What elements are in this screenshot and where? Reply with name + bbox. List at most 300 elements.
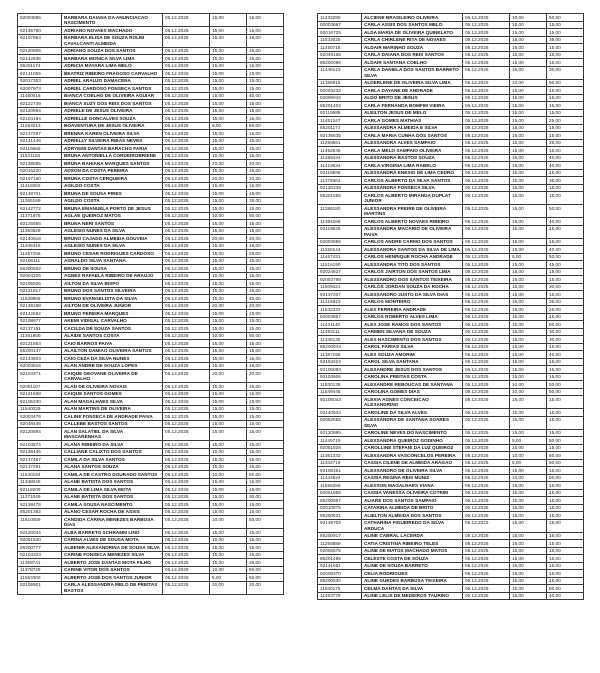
value-1-cell: 15,00 (210, 529, 247, 537)
payment-date-cell: 05.12.2025 (163, 137, 210, 145)
value-1-cell: 15,00 (510, 102, 547, 110)
person-name-cell: CARLOS JAIRTON DOS SANTOS LIMA (362, 268, 463, 276)
value-1-cell: 15,00 (510, 283, 547, 291)
person-id-cell: 11555259 (318, 482, 362, 490)
payment-date-cell: 05.12.2025 (463, 21, 510, 29)
payment-date-cell: 05.12.2025 (163, 77, 210, 85)
payment-date-cell: 05.12.2025 (463, 547, 510, 555)
person-id-cell: 92051658 (318, 489, 362, 497)
table-row (318, 268, 584, 276)
table-row (318, 21, 584, 29)
table-row (18, 370, 284, 383)
value-2-cell: 15,00 (247, 115, 284, 123)
payment-date-cell: 05.12.2025 (463, 261, 510, 269)
value-1-cell: 15,00 (210, 197, 247, 205)
value-1-cell: 15,00 (210, 347, 247, 355)
value-2-cell: 40,00 (547, 218, 584, 226)
table-row (18, 47, 284, 55)
payment-date-cell: 05.12.2025 (163, 471, 210, 479)
value-1-cell: 10,00 (510, 474, 547, 482)
person-name-cell: BARBARA DAIANA DA ANUNCIACAO NASCIMENTO (62, 14, 163, 27)
table-row (318, 313, 584, 321)
value-2-cell: 15,00 (247, 272, 284, 280)
value-1-cell: 15,00 (210, 544, 247, 552)
person-name-cell: ALESSANDRA MACARIO DE OLIVEIRA PAIVA (362, 225, 463, 238)
table-row (18, 160, 284, 168)
value-1-cell: 15,00 (510, 547, 547, 555)
table-row (318, 192, 584, 205)
payment-date-cell: 05.12.2025 (463, 409, 510, 417)
table-row (18, 14, 284, 27)
person-name-cell: CAIQUE SANTOS GOMES (62, 390, 163, 398)
payment-date-cell: 05.12.2025 (463, 497, 510, 505)
payment-date-cell: 05.12.2025 (163, 310, 210, 318)
payment-date-cell: 05.12.2025 (463, 36, 510, 44)
payment-date-cell: 05.12.2025 (463, 351, 510, 359)
person-id-cell: 92139709 (318, 519, 362, 532)
table-row (318, 328, 584, 336)
person-name-cell: CAROLINE NEVES DO NASCIMENTO (362, 429, 463, 437)
person-id-cell: 92137287 (18, 130, 62, 138)
value-2-cell: 20,00 (247, 302, 284, 310)
person-id-cell: 92119595 (318, 169, 362, 177)
person-id-cell: 11259434 (318, 154, 362, 162)
value-1-cell: 15,00 (510, 276, 547, 284)
table-row (18, 205, 284, 213)
value-2-cell: 15,00 (547, 94, 584, 102)
value-1-cell: 15,00 (210, 182, 247, 190)
person-name-cell: CAMILA SOUSA NASCIMENTO (62, 501, 163, 509)
person-name-cell: ALEILTON JESUS DE MELO (362, 109, 463, 117)
person-name-cell: CARINE FONSECA MENEZES SILVA (62, 551, 163, 559)
value-1-cell: 15,00 (510, 351, 547, 359)
value-1-cell: 5,00 (510, 459, 547, 467)
value-2-cell: 30,00 (547, 336, 584, 344)
value-1-cell: 10,00 (510, 381, 547, 389)
person-id-cell: 11532025 (318, 36, 362, 44)
value-1-cell: 15,00 (510, 51, 547, 59)
value-2-cell: 50,00 (247, 516, 284, 529)
person-id-cell: 11259561 (318, 139, 362, 147)
table-row (18, 287, 284, 295)
payment-date-cell: 05.12.2025 (163, 130, 210, 138)
person-id-cell: 92017353 (18, 77, 62, 85)
table-row (18, 383, 284, 391)
person-name-cell: ALDAIR SANTANA COELHO (362, 59, 463, 67)
person-id-cell: 11419634 (318, 162, 362, 170)
value-1-cell: 15,00 (210, 441, 247, 449)
person-name-cell: ALAN DE OLIVEIRA NOVAIS (62, 383, 163, 391)
value-1-cell: 15,00 (210, 242, 247, 250)
value-2-cell: 15,00 (247, 280, 284, 288)
person-name-cell: AGILDO COSTA (62, 182, 163, 190)
value-1-cell: 10,00 (210, 471, 247, 479)
person-name-cell: CARLA CHIRLENE RITA DE NOVAES (362, 36, 463, 44)
person-id-cell: 11342719 (318, 459, 362, 467)
value-1-cell: 15,00 (210, 362, 247, 370)
person-name-cell: ALESSANDRA TITO DOS SANTOS (362, 261, 463, 269)
payment-date-cell: 05.12.2025 (463, 102, 510, 110)
person-id-cell: 11365169 (18, 197, 62, 205)
value-2-cell: 15,00 (547, 59, 584, 67)
person-name-cell: ALBERTO JOSE DOS SANTOS JUNIOR (62, 574, 163, 582)
table-row (318, 388, 584, 396)
person-name-cell: ALINE GUEDES BARBOSA TEIXEIRA (362, 577, 463, 585)
value-2-cell: 30,00 (247, 493, 284, 501)
value-1-cell: 20,00 (210, 235, 247, 243)
person-name-cell: CARLA ALESSANDRA MELO DE FREITAS BASTOS (62, 581, 163, 594)
payment-date-cell: 05.12.2025 (463, 504, 510, 512)
value-1-cell: 20,00 (210, 581, 247, 594)
payment-date-cell: 05.12.2025 (463, 205, 510, 218)
payment-date-cell: 05.12.2025 (163, 405, 210, 413)
person-id-cell: 11346315 (18, 242, 62, 250)
table-row (318, 429, 584, 437)
value-1-cell: 20,00 (210, 302, 247, 310)
value-2-cell: 40,00 (547, 592, 584, 600)
value-2-cell: 15,00 (247, 70, 284, 78)
payment-date-cell: 05.12.2025 (163, 115, 210, 123)
value-1-cell: 15,00 (210, 325, 247, 333)
value-2-cell: 15,00 (247, 220, 284, 228)
person-name-cell: ALESSANDRA FREIRE DE OLIVEIRA MARTINS (362, 205, 463, 218)
value-1-cell: 15,00 (210, 190, 247, 198)
table-row (318, 283, 584, 291)
person-id-cell: 11384268 (318, 218, 362, 226)
payment-date-cell: 05.12.2025 (163, 205, 210, 213)
person-name-cell: ALIELTON ALMEIDA DOS SANTOS (362, 512, 463, 520)
person-id-cell: 92141651 (318, 562, 362, 570)
value-1-cell: 20,00 (210, 175, 247, 183)
payment-date-cell: 05.12.2025 (463, 540, 510, 548)
value-2-cell: 20,00 (247, 581, 284, 594)
value-1-cell: 15,00 (210, 205, 247, 213)
value-1-cell: 15,00 (510, 343, 547, 351)
person-name-cell: CAIO CEZA DA SILVA NUNES (62, 355, 163, 363)
value-1-cell: 15,00 (510, 298, 547, 306)
value-2-cell: 40,00 (247, 295, 284, 303)
person-id-cell: 92016725 (318, 29, 362, 37)
value-1-cell: 15,00 (510, 336, 547, 344)
person-id-cell: 92052658 (318, 416, 362, 429)
value-1-cell: 15,00 (210, 508, 247, 516)
value-2-cell: 15,00 (247, 551, 284, 559)
table-row (18, 227, 284, 235)
value-2-cell: 50,00 (547, 14, 584, 22)
value-2-cell: 15,00 (247, 257, 284, 265)
value-2-cell: 50,00 (547, 474, 584, 482)
person-name-cell: ALEX JOSE RAMOS DOS SANTOS (362, 321, 463, 329)
person-id-cell: 11540184 (18, 471, 62, 479)
table-row (318, 162, 584, 170)
value-1-cell: 15,00 (210, 115, 247, 123)
person-name-cell: ALDO BRITO DE JESUS (362, 94, 463, 102)
value-1-cell: 15,00 (510, 429, 547, 437)
person-name-cell: ALESSANDRA BASTOS SOUZA (362, 154, 463, 162)
person-id-cell: 11509421 (318, 283, 362, 291)
value-2-cell: 15,00 (547, 577, 584, 585)
person-name-cell: ADRIEL ARAUJO DAMACENA (62, 77, 163, 85)
table-row (18, 478, 284, 486)
value-1-cell: 15,00 (210, 559, 247, 567)
table-row (318, 409, 584, 417)
value-2-cell: 15,00 (247, 85, 284, 93)
person-name-cell: ALAN ANDRE DE SOUZA LOPES (62, 362, 163, 370)
value-2-cell: 15,00 (247, 383, 284, 391)
value-2-cell: 15,00 (247, 190, 284, 198)
person-name-cell: ALINE DE MATOS MACHADO MATOS (362, 547, 463, 555)
payment-date-cell: 05.12.2025 (463, 59, 510, 67)
payment-date-cell: 05.12.2025 (163, 362, 210, 370)
payment-date-cell: 05.12.2025 (163, 551, 210, 559)
payment-date-cell: 05.12.2025 (463, 218, 510, 226)
person-id-cell: 92138475 (18, 501, 62, 509)
value-1-cell: 15,00 (510, 184, 547, 192)
value-2-cell: 15,00 (547, 343, 584, 351)
value-1-cell: 5,00 (210, 574, 247, 582)
value-1-cell: 15,00 (510, 444, 547, 452)
person-name-cell: CARLOS JORDAN SOUZA DA ROCHA (362, 283, 463, 291)
person-id-cell: 92137467 (18, 456, 62, 464)
payment-date-cell: 05.12.2025 (463, 268, 510, 276)
payment-date-cell: 05.12.2025 (463, 467, 510, 475)
person-name-cell: CARINA ALVES DE SOUSA MOTA (62, 536, 163, 544)
payment-date-cell: 05.12.2025 (163, 325, 210, 333)
person-id-cell: 85201174 (18, 62, 62, 70)
payment-date-cell: 05.12.2025 (163, 145, 210, 153)
table-row (18, 235, 284, 243)
table-row (318, 147, 584, 155)
person-name-cell: CALINE FONSECA DE ANDRADE PAIVA (62, 413, 163, 421)
payment-date-cell: 05.12.2025 (463, 577, 510, 585)
payment-date-cell: 05.12.2025 (163, 27, 210, 35)
value-2-cell: 50,00 (547, 321, 584, 329)
payment-date-cell: 05.12.2025 (463, 177, 510, 185)
person-id-cell: 92103371 (18, 370, 62, 383)
table-row (18, 250, 284, 258)
value-2-cell: 15,00 (247, 448, 284, 456)
value-1-cell: 15,00 (510, 124, 547, 132)
value-1-cell: 15,00 (510, 328, 547, 336)
table-row (18, 302, 284, 310)
table-row (318, 132, 584, 140)
value-1-cell: 15,00 (510, 592, 547, 600)
table-row (18, 62, 284, 70)
table-row (318, 437, 584, 445)
table-row (18, 516, 284, 529)
person-id-cell: 11453779 (318, 592, 362, 600)
person-id-cell: 92143603 (18, 355, 62, 363)
payment-date-cell: 05.12.2025 (463, 306, 510, 314)
table-row (18, 242, 284, 250)
table-row (18, 581, 284, 594)
table-row (18, 471, 284, 479)
person-name-cell: CALLIANE CALIXTO DOS SANTOS (62, 448, 163, 456)
person-id-cell: 11451247 (318, 117, 362, 125)
person-name-cell: ADRIELLY SILVEIRA RIBAS NEVES (62, 137, 163, 145)
person-name-cell: CAIO BARROS PAIVA (62, 340, 163, 348)
person-id-cell: 92120894 (18, 428, 62, 441)
table-row (318, 79, 584, 87)
person-name-cell: ALCIENE BRASILEIRO OLIVEIRA (362, 14, 463, 22)
value-2-cell: 15,00 (547, 562, 584, 570)
value-1-cell: 15,00 (210, 137, 247, 145)
person-name-cell: CARLOS ROBERTO ALVES LIMA (362, 313, 463, 321)
payment-date-cell: 05.12.2025 (163, 70, 210, 78)
person-id-cell: 92121568 (18, 390, 62, 398)
payment-date-cell: 05.12.2025 (163, 559, 210, 567)
value-2-cell: 40,00 (547, 351, 584, 359)
person-id-cell: 11378729 (18, 566, 62, 574)
person-id-cell: 11386180 (318, 205, 362, 218)
value-2-cell: 15,00 (547, 238, 584, 246)
value-2-cell: 15,00 (247, 182, 284, 190)
value-1-cell: 15,00 (510, 139, 547, 147)
payment-date-cell: 05.12.2025 (463, 396, 510, 409)
table-row (318, 36, 584, 44)
value-1-cell: 15,00 (510, 94, 547, 102)
value-1-cell: 15,00 (210, 272, 247, 280)
payment-date-cell: 05.12.2025 (463, 328, 510, 336)
payment-date-cell: 05.12.2025 (463, 429, 510, 437)
table-row (18, 362, 284, 370)
person-name-cell: ALEXIA AGNES CONCEICAO ALEXANDRINO (362, 396, 463, 409)
value-1-cell: 15,00 (210, 27, 247, 35)
person-id-cell: 85200777 (18, 544, 62, 552)
value-1-cell: 15,00 (510, 532, 547, 540)
payment-date-cell: 05.12.2025 (163, 493, 210, 501)
value-1-cell: 15,00 (510, 59, 547, 67)
person-name-cell: ALBENIR ALEXANDRINA DE SOUSA SILVA (62, 544, 163, 552)
value-2-cell: 25,00 (247, 559, 284, 567)
payment-date-cell: 05.12.2025 (163, 152, 210, 160)
person-name-cell: ALESSANDRA ENESIO DE LIMA CEDRO (362, 169, 463, 177)
value-2-cell: 15,00 (547, 396, 584, 409)
value-1-cell: 5,00 (210, 122, 247, 130)
table-row (318, 276, 584, 284)
table-row (18, 152, 284, 160)
person-name-cell: CARLA GOMES MATHIAS (362, 117, 463, 125)
table-row (18, 398, 284, 406)
value-1-cell: 10,00 (210, 332, 247, 340)
payment-date-cell: 05.12.2025 (163, 34, 210, 47)
table-row (18, 295, 284, 303)
table-row (18, 463, 284, 471)
person-id-cell: 11378364 (318, 177, 362, 185)
person-id-cell: 92003667 (318, 21, 362, 29)
payment-date-cell: 05.12.2025 (463, 452, 510, 460)
payment-date-cell: 05.12.2025 (163, 529, 210, 537)
table-row (18, 529, 284, 537)
payment-date-cell: 05.12.2025 (463, 373, 510, 381)
person-name-cell: BRUNO EVANGELISTA DA SILVA (62, 295, 163, 303)
person-id-cell: 92051107 (18, 383, 62, 391)
value-1-cell: 15,00 (210, 145, 247, 153)
value-2-cell: 15,00 (247, 167, 284, 175)
value-2-cell: 40,00 (547, 162, 584, 170)
payment-table-right (317, 13, 584, 600)
person-name-cell: CARLA ASSIS DOS SANTOS MELO (362, 21, 463, 29)
table-row (18, 130, 284, 138)
value-2-cell: 50,00 (247, 332, 284, 340)
person-name-cell: CAMILA DE LIMA SILVA MOTA (62, 486, 163, 494)
payment-date-cell: 05.12.2025 (163, 227, 210, 235)
value-2-cell: 15,00 (547, 373, 584, 381)
person-name-cell: CACILDA DE SOUZA SANTOS (62, 325, 163, 333)
person-id-cell: 92120995 (318, 429, 362, 437)
value-2-cell: 20,00 (247, 370, 284, 383)
person-id-cell: 92119588 (318, 109, 362, 117)
table-row (318, 366, 584, 374)
person-id-cell: 11457431 (318, 253, 362, 261)
person-id-cell: 85201173 (318, 124, 362, 132)
person-id-cell: 92003895 (18, 14, 62, 27)
value-1-cell: 15,00 (510, 291, 547, 299)
person-name-cell: BRUNO CESAR RODRIGUES CARDOSO (62, 250, 163, 258)
table-row (18, 265, 284, 273)
value-1-cell: 15,00 (210, 47, 247, 55)
payment-date-cell: 05.12.2025 (163, 257, 210, 265)
person-name-cell: ALESSANDRA ALVES SAMPAIO (362, 139, 463, 147)
person-name-cell: ALESSANDRA SANTOS DA SILVA DE LIMA (362, 246, 463, 254)
table-row (18, 340, 284, 348)
person-id-cell: 92003867 (318, 313, 362, 321)
payment-table-left (17, 13, 284, 595)
value-2-cell: 15,00 (547, 225, 584, 238)
table-row (18, 197, 284, 205)
table-row (318, 452, 584, 460)
person-id-cell: 11549445 (318, 388, 362, 396)
value-2-cell: 15,00 (547, 109, 584, 117)
value-2-cell: 15,00 (247, 508, 284, 516)
value-1-cell: 15,00 (510, 313, 547, 321)
value-2-cell: 15,00 (547, 102, 584, 110)
payment-date-cell: 05.12.2025 (163, 212, 210, 220)
value-2-cell: 15,00 (547, 147, 584, 155)
table-row (318, 555, 584, 563)
payment-date-cell: 05.12.2025 (163, 62, 210, 70)
payment-date-cell: 05.12.2025 (463, 147, 510, 155)
value-2-cell: 20,00 (247, 175, 284, 183)
person-name-cell: BRUNA DE SOUSA PIRES (62, 190, 163, 198)
value-2-cell: 15,00 (247, 325, 284, 333)
payment-date-cell: 05.12.2025 (463, 358, 510, 366)
table-row (18, 175, 284, 183)
table-row (318, 474, 584, 482)
value-2-cell: 15,00 (547, 429, 584, 437)
person-name-cell: ADRIEL CARDOSO FONSECA SANTOS (62, 85, 163, 93)
value-1-cell: 15,00 (510, 147, 547, 155)
value-1-cell: 15,00 (510, 205, 547, 218)
value-1-cell: 15,00 (510, 396, 547, 409)
value-2-cell: 15,00 (247, 340, 284, 348)
payment-date-cell: 05.12.2025 (163, 122, 210, 130)
table-row (318, 169, 584, 177)
person-id-cell: 11444924 (318, 474, 362, 482)
value-1-cell: 15,00 (510, 154, 547, 162)
payment-date-cell: 05.12.2025 (463, 585, 510, 593)
person-id-cell: 11348045 (18, 478, 62, 486)
person-name-cell: ALEXANDRE JESUS DOS SANTOS (362, 366, 463, 374)
person-id-cell: 11553300 (18, 574, 62, 582)
payment-date-cell: 05.12.2025 (163, 383, 210, 391)
person-id-cell: 92024827 (318, 268, 362, 276)
person-name-cell: AILTON DA SILVA BISPO (62, 280, 163, 288)
person-id-cell: 11421140 (318, 321, 362, 329)
person-name-cell: AGLAE QUEIROZ MATOS (62, 212, 163, 220)
value-1-cell: 15,00 (210, 280, 247, 288)
value-2-cell: 15,00 (547, 44, 584, 52)
